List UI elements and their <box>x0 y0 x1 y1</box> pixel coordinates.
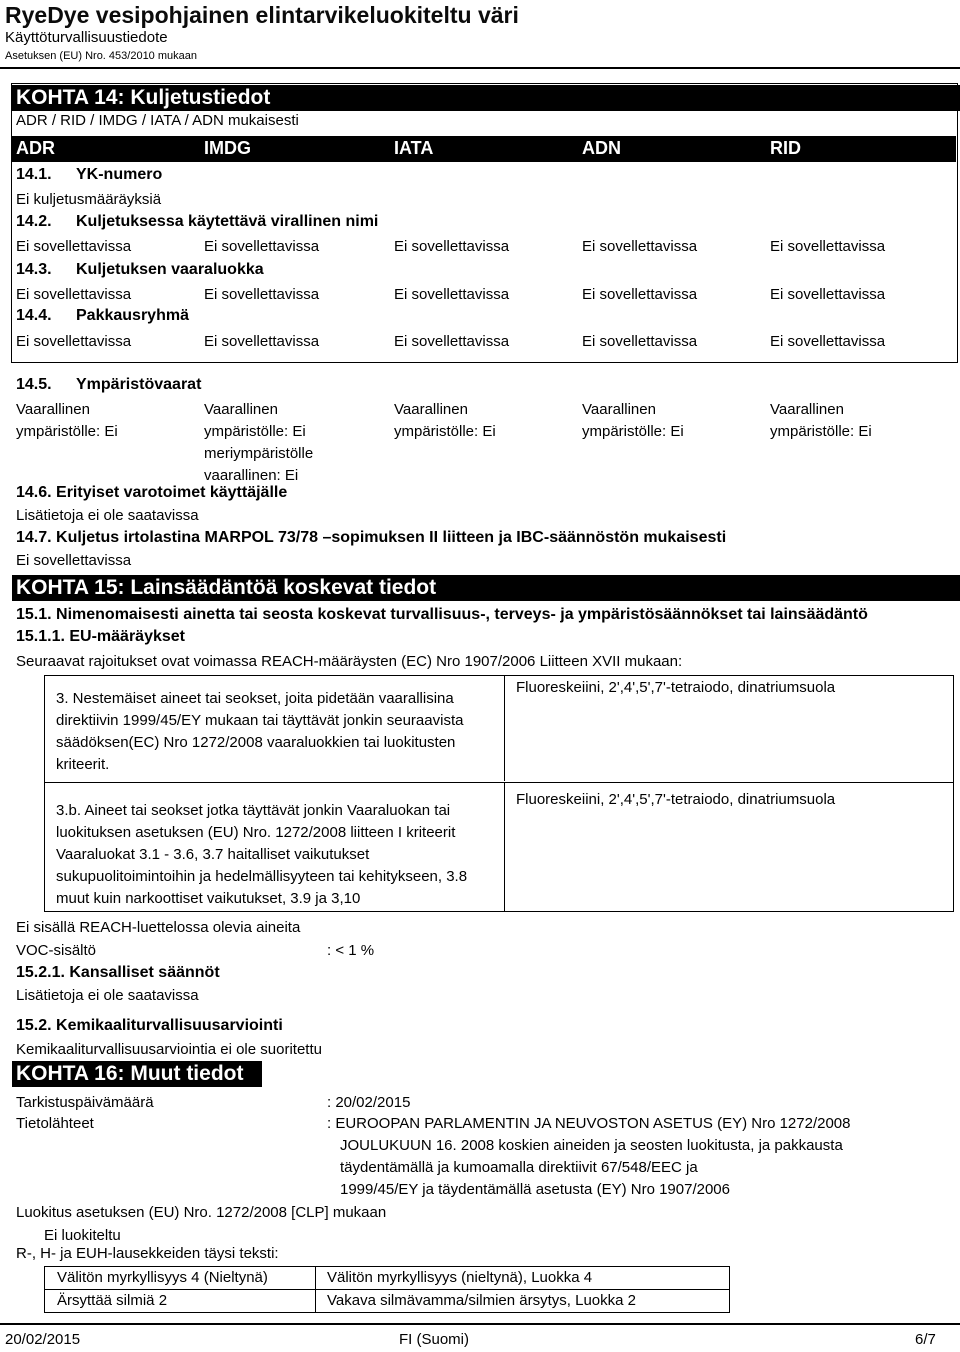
s14-4-value-rid: Ei sovellettavissa <box>770 333 886 350</box>
s14-5-value-adr: Vaarallinen ympäristölle: Ei <box>16 401 118 440</box>
s14-3-title: Kuljetuksen vaaraluokka <box>76 261 264 278</box>
section14-header: KOHTA 14: Kuljetustiedot <box>12 85 960 111</box>
revision-date-value: : 20/02/2015 <box>327 1094 411 1111</box>
s15-2-1-title: 15.2.1. Kansalliset säännöt <box>16 964 220 981</box>
s14-4-title: Pakkausryhmä <box>76 307 189 324</box>
col-adn: ADN <box>582 138 621 158</box>
restriction-divider-2 <box>504 783 505 911</box>
s14-5-value-rid: Vaarallinen ympäristölle: Ei <box>770 401 872 440</box>
hphrase-1-text: Välitön myrkyllisyys (nieltynä), Luokka 4 <box>327 1269 593 1286</box>
col-rid: RID <box>770 138 801 158</box>
sources-line-3: täydentämällä ja kumoamalla direktiivit 67/548/EEC ja <box>340 1159 698 1176</box>
s14-6-value: Lisätietoja ei ole saatavissa <box>16 507 199 524</box>
restriction-2-text: 3.b. Aineet tai seokset jotka täyttävät jonkin Vaaraluokan tai luokituksen asetuksen (EU) Nro. 1272/2008 liitteen I kriteerit Vaaraluokat 3.1 - 3.6, 3.7 haitalliset vaikutukset sukupuolitoimintoihin ja hedelmällisyyteen tai kehitykseen, 3.8 muut kuin narkoottiset vaikutukset, 3.9 ja 3,10 <box>56 802 468 907</box>
classification-label: Luokitus asetuksen (EU) Nro. 1272/2008 [CLP] mukaan <box>16 1204 387 1221</box>
s14-4-value-iata: Ei sovellettavissa <box>394 333 510 350</box>
revision-date-label: Tarkistuspäivämäärä <box>16 1094 154 1111</box>
sources-line-2: JOULUKUUN 16. 2008 koskien aineiden ja seosten luokitusta, ja pakkausta <box>340 1137 843 1154</box>
sources-line-4: 1999/45/EY ja täydentämällä asetusta (EY) Nro 1907/2006 <box>340 1181 730 1198</box>
transport-columns-header <box>12 136 956 162</box>
header-divider <box>0 67 960 69</box>
hphrase-row-2 <box>44 1289 730 1313</box>
s14-7-value: Ei sovellettavissa <box>16 552 132 569</box>
sources-line-1: : EUROOPAN PARLAMENTIN JA NEUVOSTON ASETUS (EY) Nro 1272/2008 <box>327 1115 851 1132</box>
sources-label: Tietolähteet <box>16 1115 94 1132</box>
s14-4-num: 14.4. <box>16 307 52 324</box>
s14-5-num: 14.5. <box>16 376 52 393</box>
s14-3-value-iata: Ei sovellettavissa <box>394 286 510 303</box>
s14-1-title: YK-numero <box>76 166 163 183</box>
s15-2-1-value: Lisätietoja ei ole saatavissa <box>16 987 199 1004</box>
classification-value: Ei luokiteltu <box>44 1227 121 1244</box>
section16-header: KOHTA 16: Muut tiedot <box>12 1061 262 1087</box>
s14-2-value-iata: Ei sovellettavissa <box>394 238 510 255</box>
restriction-divider-1 <box>504 675 505 781</box>
document-subtitle: Käyttöturvallisuustiedote <box>5 29 168 46</box>
s14-5-value-imdg: Vaarallinen ympäristölle: Ei <box>204 401 306 440</box>
s14-3-value-adn: Ei sovellettavissa <box>582 286 698 303</box>
s14-6-title: 14.6. Erityiset varotoimet käyttäjälle <box>16 484 288 501</box>
hphrase-2-text: Vakava silmävamma/silmien ärsytys, Luokka 2 <box>327 1292 636 1309</box>
reach-note: Ei sisällä REACH-luettelossa olevia aineita <box>16 919 301 936</box>
s14-3-value-adr: Ei sovellettavissa <box>16 286 132 303</box>
s14-5-value-iata: Vaarallinen ympäristölle: Ei <box>394 401 496 440</box>
voc-label: VOC-sisältö <box>16 942 97 959</box>
hphrase-row-2-divider <box>315 1290 316 1312</box>
voc-value: : < 1 % <box>327 942 375 959</box>
hphrase-1-code: Välitön myrkyllisyys 4 (Nieltynä) <box>57 1269 268 1286</box>
hphrase-2-code: Ärsyttää silmiä 2 <box>57 1292 168 1309</box>
restriction-1-substance: Fluoreskeiini, 2',4',5',7'-tetraiodo, dinatriumsuola <box>516 679 836 696</box>
s14-2-num: 14.2. <box>16 213 52 230</box>
s14-2-value-adr: Ei sovellettavissa <box>16 238 132 255</box>
hphrase-row-1-divider <box>315 1267 316 1289</box>
s14-2-value-imdg: Ei sovellettavissa <box>204 238 320 255</box>
document-title: RyeDye vesipohjainen elintarvikeluokiteltu väri <box>5 2 519 28</box>
restriction-2-substance: Fluoreskeiini, 2',4',5',7'-tetraiodo, dinatriumsuola <box>516 791 836 808</box>
hphrases-label: R-, H- ja EUH-lausekkeiden täysi teksti: <box>16 1245 279 1262</box>
s14-5-value-adn: Vaarallinen ympäristölle: Ei <box>582 401 684 440</box>
s14-3-value-imdg: Ei sovellettavissa <box>204 286 320 303</box>
s14-3-num: 14.3. <box>16 261 52 278</box>
s14-3-value-rid: Ei sovellettavissa <box>770 286 886 303</box>
col-iata: IATA <box>394 138 434 158</box>
s15-intro: Seuraavat rajoitukset ovat voimassa REACH-määräysten (EC) Nro 1907/2006 Liitteen XVII mukaan: <box>16 653 683 670</box>
s15-2-value: Kemikaaliturvallisuusarviointia ei ole suoritettu <box>16 1041 322 1058</box>
s14-1-value: Ei kuljetusmääräyksiä <box>16 191 162 208</box>
regulation-note: Asetuksen (EU) Nro. 453/2010 mukaan <box>5 50 197 62</box>
s14-5-marine: meriympäristölle vaarallinen: Ei <box>204 445 314 484</box>
s15-1-title: 15.1. Nimenomaisesti ainetta tai seosta koskevat turvallisuus-, terveys- ja ympäristösäännökset tai lainsäädäntö <box>16 606 868 623</box>
hphrase-row-1 <box>44 1266 730 1290</box>
s14-4-value-adr: Ei sovellettavissa <box>16 333 132 350</box>
s14-2-value-adn: Ei sovellettavissa <box>582 238 698 255</box>
footer-line <box>0 1323 960 1325</box>
footer-language: FI (Suomi) <box>399 1331 470 1348</box>
section15-header: KOHTA 15: Lainsäädäntöä koskevat tiedot <box>12 575 960 601</box>
s14-4-value-imdg: Ei sovellettavissa <box>204 333 320 350</box>
section14-subtitle: ADR / RID / IMDG / IATA / ADN mukaisesti <box>16 112 299 129</box>
col-adr: ADR <box>16 138 55 158</box>
s14-5-title: Ympäristövaarat <box>76 376 202 393</box>
s14-2-value-rid: Ei sovellettavissa <box>770 238 886 255</box>
footer-date: 20/02/2015 <box>5 1331 81 1348</box>
s14-1-num: 14.1. <box>16 166 52 183</box>
col-imdg: IMDG <box>204 138 251 158</box>
s14-2-title: Kuljetuksessa käytettävä virallinen nimi <box>76 213 379 230</box>
s14-7-title: 14.7. Kuljetus irtolastina MARPOL 73/78 –sopimuksen II liitteen ja IBC-säännöstön mukaisesti <box>16 529 727 546</box>
footer-page: 6/7 <box>915 1331 936 1348</box>
restriction-1-text: 3. Nestemäiset aineet tai seokset, joita pidetään vaarallisina direktiivin 1999/45/EY mukaan tai täyttävät jonkin seuraavista säädöksen(EC) Nro 1272/2008 vaaraluokkien tai luokitusten kriteerit. <box>56 690 464 773</box>
s15-2-title: 15.2. Kemikaaliturvallisuusarviointi <box>16 1017 283 1034</box>
s14-4-value-adn: Ei sovellettavissa <box>582 333 698 350</box>
s15-1-1-title: 15.1.1. EU-määräykset <box>16 628 185 645</box>
